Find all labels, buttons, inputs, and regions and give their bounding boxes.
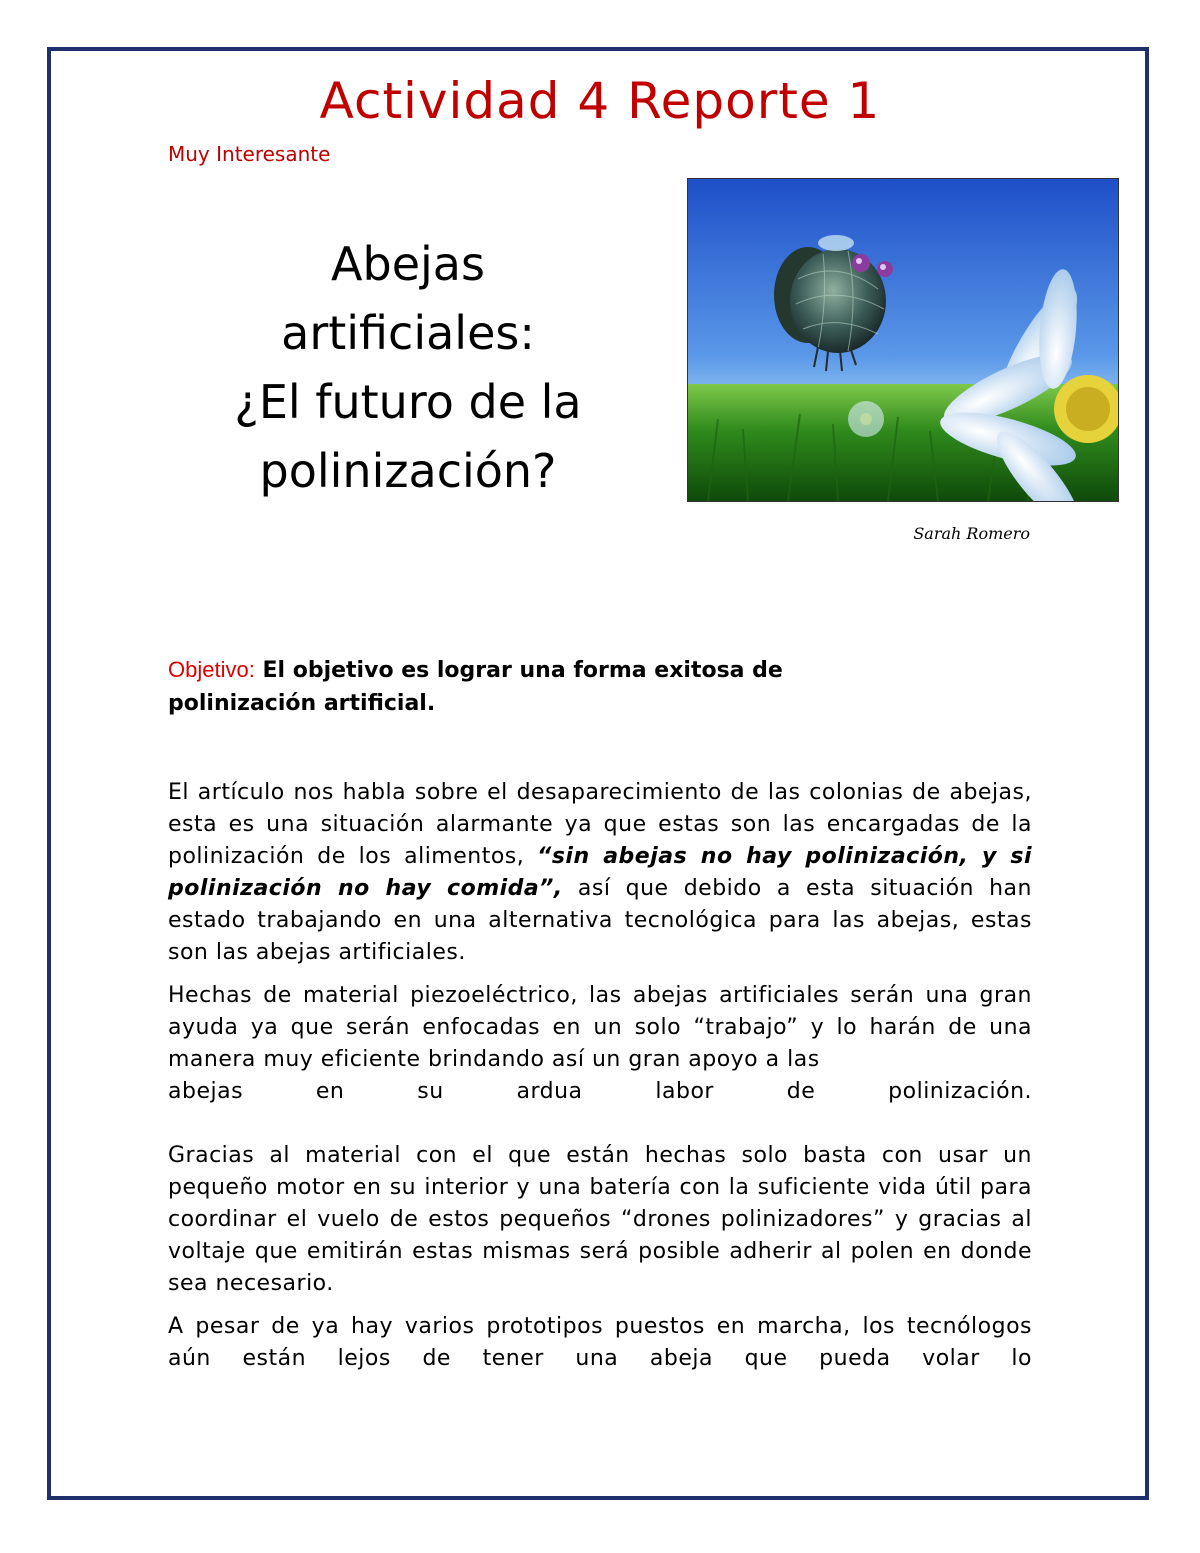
robot-bee-image xyxy=(687,178,1119,502)
paragraph xyxy=(168,777,1032,969)
paragraph xyxy=(168,980,1032,1108)
objective-label: Objetivo: xyxy=(168,657,255,682)
headline-line: artificiales: xyxy=(281,306,535,360)
headline-line: Abejas xyxy=(331,237,485,291)
paragraph: A pesar de ya hay varios prototipos puestos en marcha, los tecnólogos aún están lejos de tener una abeja que pueda volar lo xyxy=(168,1314,1032,1371)
objective-section xyxy=(168,653,888,720)
article-headline xyxy=(168,230,648,506)
paragraph: Gracias al material con el que están hechas solo basta con usar un pequeño motor en su interior y una batería con la suficiente vida útil para coordinar el vuelo de estos pequeños “drones polinizadores” y gracias al voltaje que emitirán estas mismas será posible adherir al polen en donde sea necesario. xyxy=(168,1143,1032,1296)
paragraph-text: abejas en su ardua labor de polinización. xyxy=(168,1079,1032,1104)
headline-line: polinización? xyxy=(259,444,557,498)
paragraph-text: El artículo nos habla sobre el desaparecimiento de las colonias de abejas, esta es una situación alarmante ya que estas son las encargadas de la polinización de los alimentos, xyxy=(168,780,1032,869)
paragraph-text: Hechas de material piezoeléctrico, las abejas artificiales serán una gran ayuda ya que serán enfocadas en un solo “trabajo” y lo harán de una manera muy eficiente brindando así un gran apoyo a las xyxy=(168,983,1032,1072)
quote: “sin abejas no hay polinización, y si polinización no hay comida”, xyxy=(168,844,1033,901)
article-body xyxy=(168,777,1032,1375)
paragraph-text: así que debido a esta situación han estado trabajando en una alternativa tecnológica para las abejas, estas son las abejas artificiales. xyxy=(168,876,1032,965)
headline-line: ¿El futuro de la xyxy=(234,375,582,429)
document-title: Actividad 4 Reporte 1 xyxy=(319,72,881,130)
author-credit: Sarah Romero xyxy=(913,524,1030,543)
document-subtitle: Muy Interesante xyxy=(168,142,331,166)
objective-text: El objetivo es lograr una forma exitosa de polinización artificial. xyxy=(168,658,783,716)
